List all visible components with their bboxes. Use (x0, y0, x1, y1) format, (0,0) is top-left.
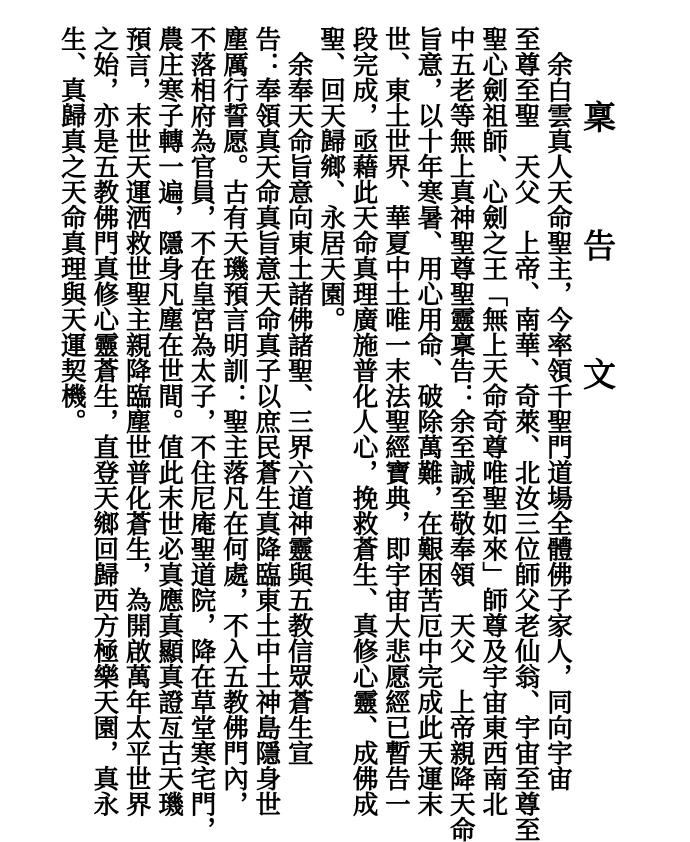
text-column-4: 中五老等無上真神聖尊聖靈稟告：余至誠至敬奉領 天父 上帝親降天命 (445, 26, 476, 842)
text-column-16: 生、真歸真之天命真理與天運契機。 (56, 26, 87, 434)
document-title: 稟 告 文 (578, 100, 617, 432)
text-column-8: 聖、回天歸鄉、永居天園。 (316, 26, 347, 332)
text-column-3: 聖心劍祖師、心劍之王「無上天命奇尊唯聖如來」師尊及宇宙東西南北 (478, 26, 509, 817)
text-column-7: 段完成，亟藉此天命真理廣施普化人心，挽救蒼生、真修心靈、成佛成 (348, 26, 379, 817)
text-column-12: 不落相府為官員，不在皇宮為太子，不住尼庵聖道院，降在草堂寒宅門， (186, 26, 217, 842)
text-column-5: 旨意，以十年寒暑、用心用命、破除萬難，在艱困苦厄中完成此天運末 (413, 26, 444, 817)
text-column-2: 至尊至聖 天父 上帝、南華、奇萊、北汝三位師父老仙翁、宇宙至尊至 (510, 26, 541, 842)
text-column-15: 之始，亦是五教佛門真修心靈蒼生，直登天鄉回歸西方極樂天園，真永 (89, 26, 120, 817)
text-column-6: 世、東土世界、華夏中土唯一末法聖經寶典，即宇宙大悲愿經已暫告一 (380, 26, 411, 817)
text-column-13: 農庄寒子轉一遍，隱身凡塵在世間。值此末世必真應真顯真證亙古天璣 (154, 26, 185, 817)
document-body (56, 26, 575, 842)
text-column-11: 塵厲行誓愿。古有天璣預言明訓：聖主落凡在何處，不入五教佛門內， (218, 26, 249, 817)
text-column-1: 余白雲真人天命聖主，今率領千聖門道場全體佛子家人，同向宇宙 (543, 26, 573, 791)
text-column-14: 預言，末世天運洒救世聖主親降臨塵世普化蒼生，為開啟萬年太平世界 (121, 26, 152, 817)
text-column-10: 告：奉領真天命真旨意天命真子以庶民蒼生真降臨東土中土神島隱身世 (251, 26, 282, 817)
text-column-9: 余奉天命旨意向東土諸佛諸聖、三界六道神靈與五教信眾蒼生宣 (283, 26, 314, 766)
